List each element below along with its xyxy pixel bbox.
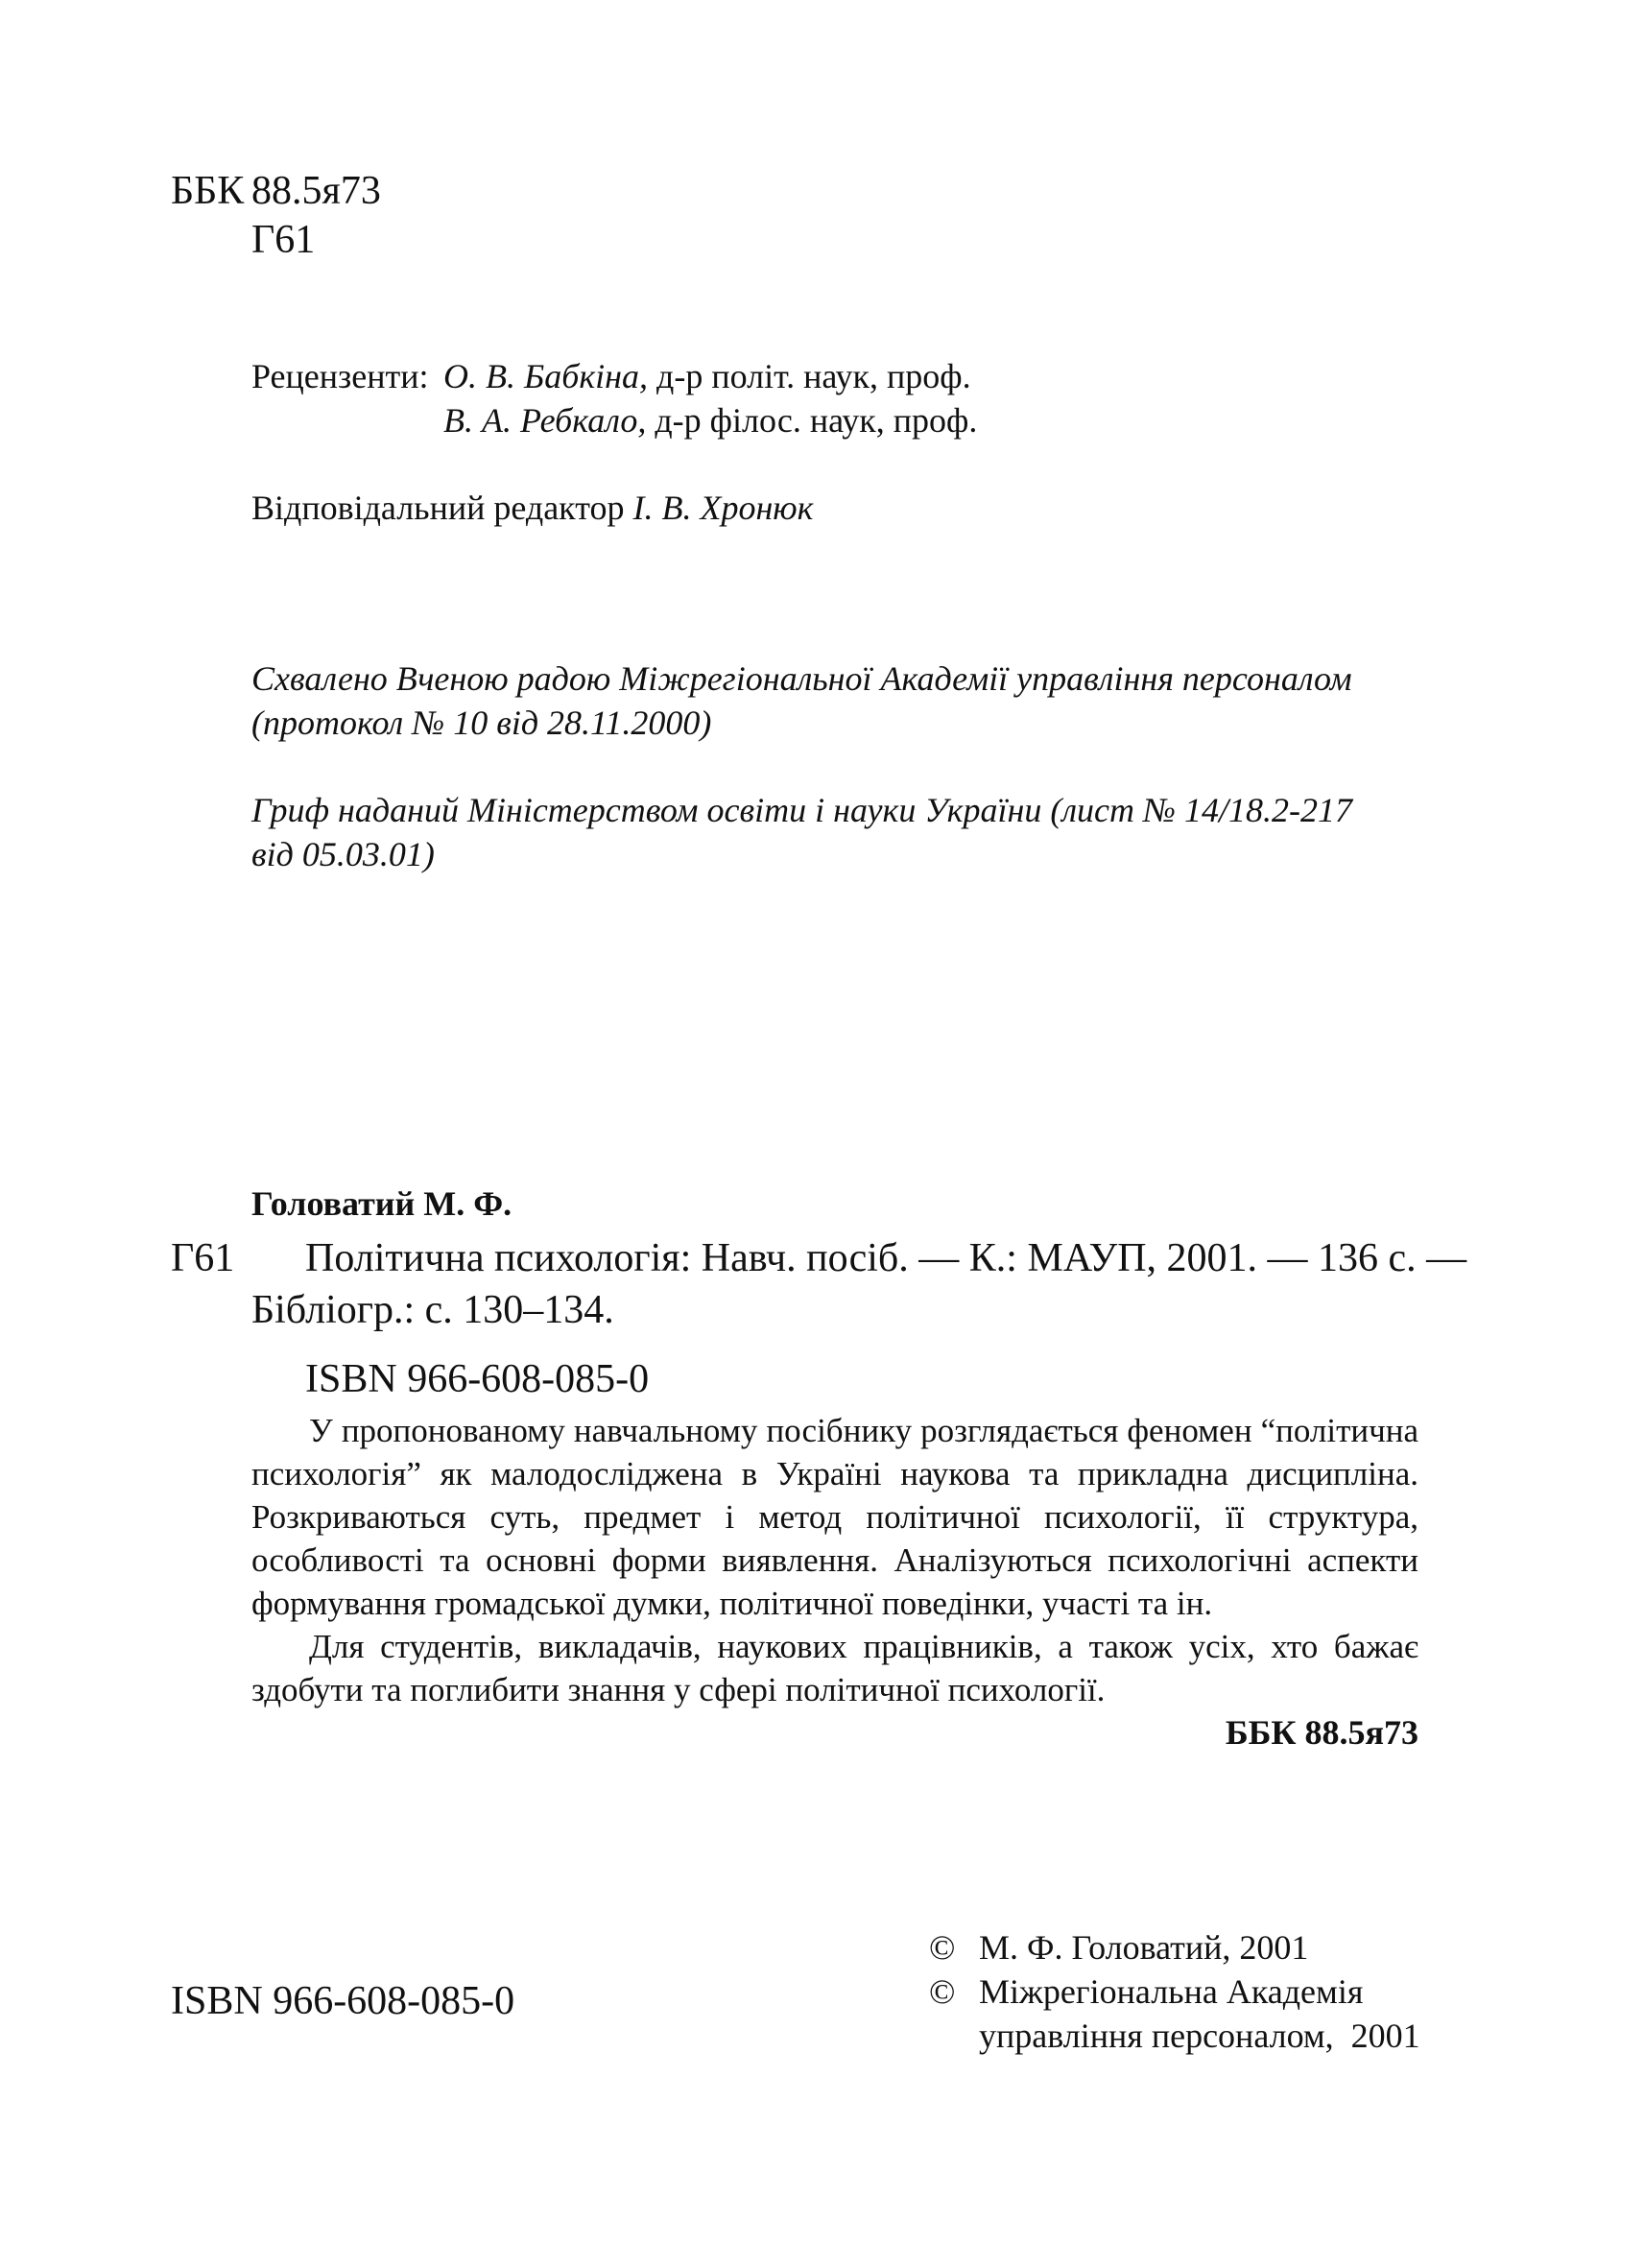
copyright-author: М. Ф. Головатий, 2001	[979, 1928, 1309, 1967]
approval-1-line-2: (протокол № 10 від 28.11.2000)	[251, 704, 712, 742]
card-mark: Г61	[171, 1236, 235, 1280]
approval-2-line-2: від 05.03.01)	[251, 835, 435, 873]
reviewer-2-name: В. А. Ребкало,	[443, 401, 647, 440]
reviewer-1	[443, 355, 971, 397]
card-author: Головатий М. Ф.	[251, 1184, 512, 1223]
editor-name: І. В. Хронюк	[632, 489, 814, 527]
bbk-label: ББК	[171, 169, 245, 213]
abstract-paragraph-1: У пропонованому навчальному посібнику розглядається феномен “політична психологія” як малодосліджена в Україні наукова та прикладна дисципліна. Розкриваються суть, предмет і метод політичної психології, її структура, особливості та основні форми виявлення. Аналізуються психологічні аспекти формування громадської думки, політичної поведінки, участі та ін.	[251, 1412, 1418, 1622]
card-bib-line-1: Політична психологія: Навч. посіб. — К.: МАУП, 2001. — 136 с. —	[305, 1236, 1467, 1280]
abstract-paragraph-2: Для студентів, викладачів, наукових працівників, а також усіх, хто бажає здобути та поглибити знання у сфері політичної психології.	[251, 1628, 1418, 1708]
editor-label: Відповідальний редактор	[251, 489, 625, 527]
reviewer-2-title: д-р філос. наук, проф.	[655, 401, 978, 440]
bbk-code: 88.5я73	[251, 169, 381, 213]
copyright-symbol-1: ©	[929, 1928, 956, 1967]
card-bib-line-2: Бібліогр.: с. 130–134.	[251, 1288, 614, 1332]
approval-2-line-1: Гриф наданий Міністерством освіти і науки України (лист № 14/18.2-217	[251, 791, 1352, 829]
reviewer-1-name: О. В. Бабкіна,	[443, 357, 649, 395]
editor-line	[251, 487, 814, 529]
card-bbk-footer: ББК 88.5я73	[1225, 1713, 1418, 1752]
footer-isbn: ISBN 966-608-085-0	[171, 1979, 515, 2023]
reviewer-2	[443, 399, 977, 442]
reviewer-1-title: д-р політ. наук, проф.	[656, 357, 971, 395]
reviewers-label: Рецензенти:	[251, 357, 429, 395]
copyright-publisher-line-2: управління персоналом, 2001	[979, 2017, 1420, 2055]
copyright-symbol-2: ©	[929, 1972, 956, 2011]
approval-1-line-1: Схвалено Вченою радою Міжрегіональної Академії управління персоналом	[251, 659, 1352, 698]
author-mark: Г61	[251, 218, 316, 262]
card-isbn: ISBN 966-608-085-0	[305, 1357, 650, 1401]
copyright-publisher-line-1: Міжрегіональна Академія	[979, 1972, 1364, 2011]
